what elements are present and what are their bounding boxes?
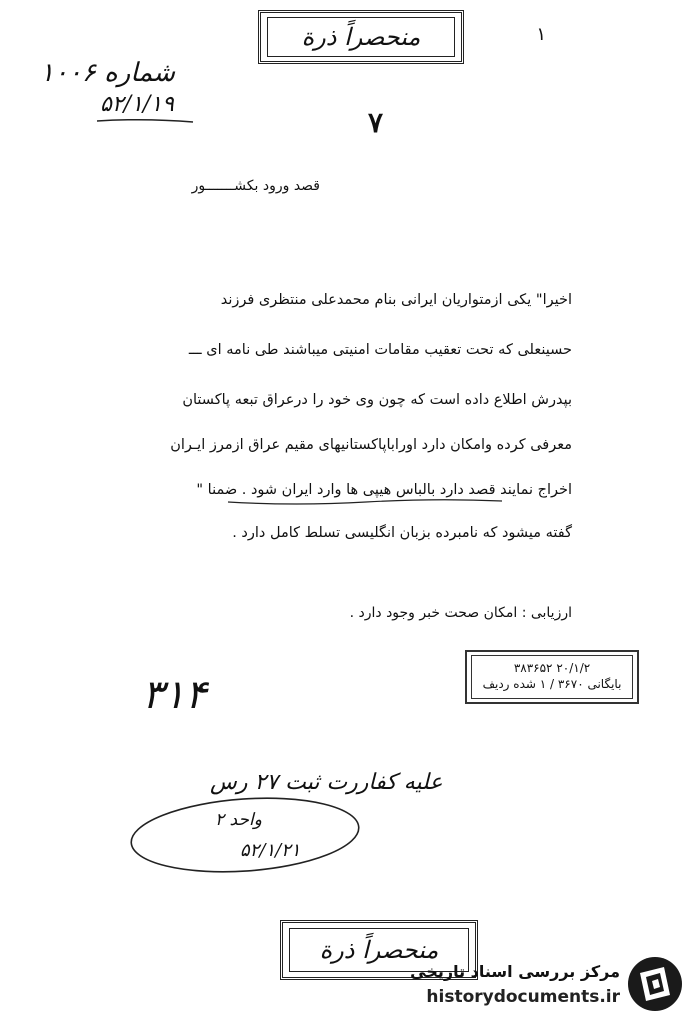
- registry-stamp-line-1: ۲۰/۱/۲ ۳۸۳۶۵۲: [513, 661, 591, 675]
- body-line-2: حسینعلی که تحت تعقیب مقامات امنیتی میباشند طی نامه ای ـــ: [188, 342, 572, 358]
- hand-drawn-oval: [128, 795, 363, 875]
- oval-name: واحد ۲: [215, 810, 262, 830]
- top-classification-stamp: [258, 10, 464, 64]
- date-underline: [95, 118, 195, 124]
- body-line-5: اخراج نمایند قصد دارد بالباس هیپی ها وارد ایران شود . ضمنا ": [196, 482, 572, 498]
- document-subject: قصد ورود بکشـــــــور: [191, 178, 320, 194]
- handwritten-serial: شماره ۱۰۰۶: [40, 58, 176, 88]
- oval-date: ۵۲/۱/۲۱: [240, 840, 301, 861]
- handwritten-note: علیه کفاررت ثبت ۲۷ رس: [210, 770, 443, 795]
- top-stamp-text: منحصراً ذرة: [267, 17, 455, 57]
- body-line-4: معرفی کرده وامکان دارد اوراباپاکستانیهای مقیم عراق ازمرز ایـران: [170, 437, 572, 453]
- watermark-url: historydocuments.ir: [426, 987, 620, 1007]
- handwritten-date: ۵۲/۱/۱۹: [100, 92, 174, 117]
- bottom-stamp-text: منحصراً ذرة: [289, 928, 469, 972]
- body-line-6: گفته میشود که نامبرده بزبان انگلیسی تسلط کامل دارد .: [232, 525, 572, 541]
- watermark-title: مرکز بررسی اسناد تاریخی: [410, 962, 620, 981]
- page-number: ۷: [368, 106, 384, 139]
- corner-number: ۱: [536, 24, 546, 45]
- body-line-3: بپدرش اطلاع داده است که چون وی خود را درعراق تبعه پاکستان: [182, 392, 572, 408]
- handwritten-underline: [226, 498, 504, 506]
- body-line-1: اخیرا" یکی ازمتواریان ایرانی بنام محمدعلی منتظری فرزند: [220, 292, 572, 308]
- handwritten-number: ۳۱۴: [142, 672, 207, 718]
- evaluation-line: ارزیابی : امکان صحت خبر وجود دارد .: [349, 605, 572, 621]
- archive-logo-icon: [626, 955, 684, 1013]
- registry-stamp-line-2: بایگانی ۳۶۷۰ / ۱ شده ردیف: [482, 677, 622, 691]
- registry-stamp: [465, 650, 639, 704]
